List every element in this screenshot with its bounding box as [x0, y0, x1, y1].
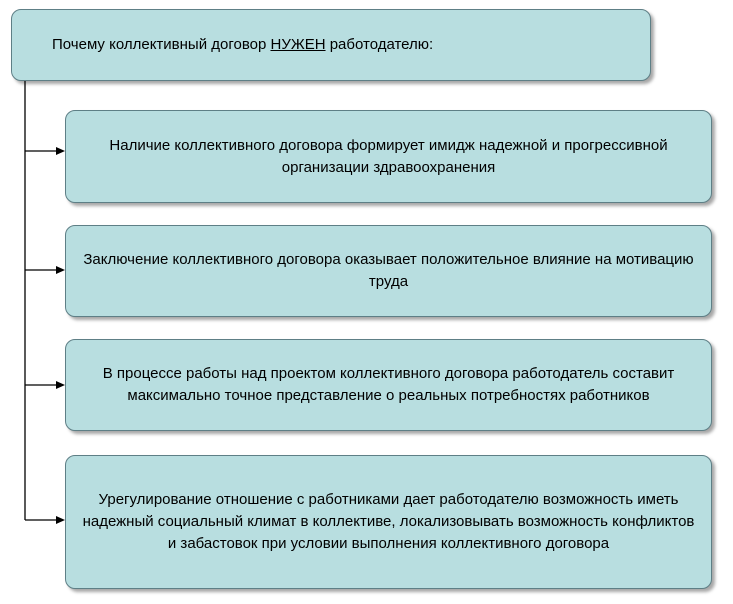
arrow-head-1	[56, 147, 65, 155]
reason-box-4	[65, 455, 712, 589]
reason-box-2	[65, 225, 712, 317]
reason-text-4: Урегулирование отношение с работниками дает работодателю возможность иметь надежный социальный климат в коллективе, локализовывать возможность конфликтов и забастовок при условии выполнения коллективного договора	[82, 491, 695, 552]
arrow-head-3	[56, 381, 65, 389]
reason-text-1: Наличие коллективного договора формирует имидж надежной и прогрессивной организации здравоохранения	[109, 136, 668, 176]
root-question-box	[11, 9, 651, 81]
reason-box-3	[65, 339, 712, 431]
reason-text-2: Заключение коллективного договора оказывает положительное влияние на мотивацию труда	[83, 251, 694, 290]
root-prefix: Почему коллективный договор	[52, 36, 271, 53]
root-suffix: работодателю:	[325, 36, 434, 53]
root-question-text	[52, 34, 433, 56]
root-highlight: НУЖЕН	[270, 36, 326, 53]
reason-text-3: В процессе работы над проектом коллективного договора работодатель составит максимально точное представление о реальных потребностях работников	[102, 365, 675, 404]
reason-box-1	[65, 110, 712, 203]
arrow-head-4	[56, 516, 65, 524]
arrow-head-2	[56, 266, 65, 274]
